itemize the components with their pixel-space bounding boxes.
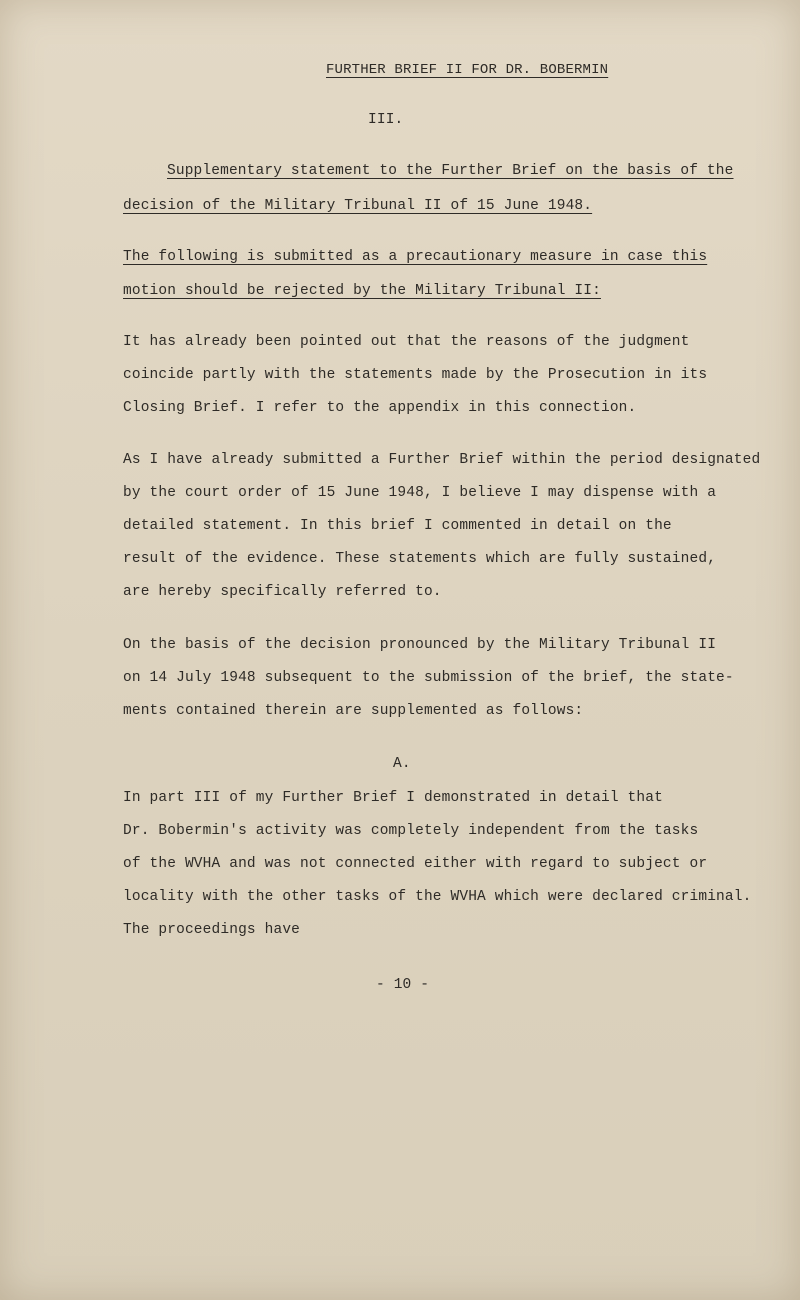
paragraph-line: coincide partly with the statements made by the Prosecution in its [123, 367, 708, 383]
paragraph-line: In part III of my Further Brief I demonstrated in detail that [123, 790, 663, 806]
paragraph-line: As I have already submitted a Further Brief within the period designated [123, 452, 761, 468]
paragraph-line: It has already been pointed out that the reasons of the judgment [123, 334, 690, 350]
paragraph-line: detailed statement. In this brief I commented in detail on the [123, 518, 672, 534]
paragraph-line: Closing Brief. I refer to the appendix in this connection. [123, 400, 637, 416]
section-a-heading: A. [393, 756, 411, 772]
paragraph-line: on 14 July 1948 subsequent to the submission of the brief, the state- [123, 670, 734, 686]
paragraph-line: are hereby specifically referred to. [123, 584, 442, 600]
precaution-line: motion should be rejected by the Military Tribunal II: [123, 283, 601, 299]
precaution-line: The following is submitted as a precautionary measure in case this [123, 249, 708, 265]
paragraph-line: On the basis of the decision pronounced by the Military Tribunal II [123, 637, 717, 653]
subtitle-line: Supplementary statement to the Further Brief on the basis of the [167, 163, 734, 179]
paragraph-line: ments contained therein are supplemented as follows: [123, 703, 584, 719]
subtitle-line: decision of the Military Tribunal II of 15 June 1948. [123, 198, 593, 214]
paragraph-line: by the court order of 15 June 1948, I believe I may dispense with a [123, 485, 717, 501]
paragraph-line: result of the evidence. These statements which are fully sustained, [123, 551, 717, 567]
document-heading: FURTHER BRIEF II FOR DR. BOBERMIN [326, 62, 609, 78]
page-number: - 10 - [376, 977, 430, 993]
paragraph-line: The proceedings have [123, 922, 301, 938]
paragraph-line: locality with the other tasks of the WVHA which were declared criminal. [123, 889, 752, 905]
section-number: III. [368, 112, 404, 128]
paragraph-line: Dr. Bobermin's activity was completely independent from the tasks [123, 823, 699, 839]
paragraph-line: of the WVHA and was not connected either with regard to subject or [123, 856, 708, 872]
